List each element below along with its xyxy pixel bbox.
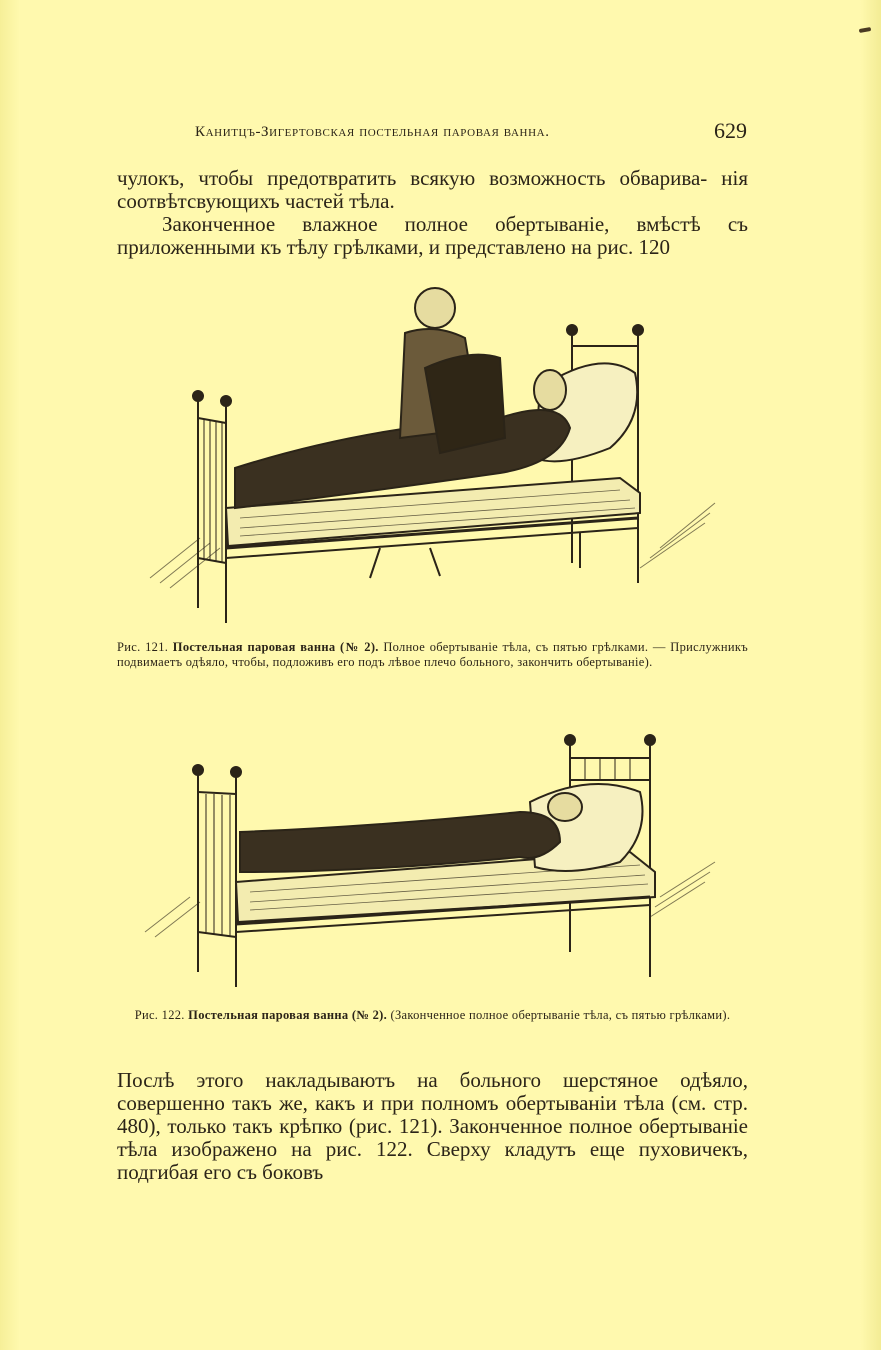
figure-121-label: Рис. 121.: [117, 640, 169, 654]
figure-121-illustration: [140, 278, 720, 633]
figure-122-title: Постельная паровая ванна (№ 2).: [188, 1008, 388, 1022]
figure-122-illustration: [140, 732, 720, 1002]
paragraph-2: Законченное влажное полное обертываніе, вмѣстѣ съ приложенными къ тѣлу грѣлками, и представлено на рис. 120: [117, 212, 748, 259]
running-header-title: Канитцъ-Зигертовская постельная паровая ванна.: [195, 124, 550, 140]
figure-121-text: Полное обертываніе тѣла, съ пятью грѣлками. — Прислужникъ подвимаетъ одѣяло, чтобы, подложивъ его подъ лѣвое плечо больного, закончить обертываніе).: [117, 640, 748, 669]
running-header: [195, 118, 747, 148]
figure-122-text: (Законченное полное обертываніе тѣла, съ пятью грѣлками).: [390, 1008, 731, 1022]
figure-121-caption: [117, 640, 748, 670]
figure-121-title: Постельная паровая ванна (№ 2).: [172, 640, 379, 654]
figure-122-label: Рис. 122.: [134, 1008, 185, 1022]
figure-122-caption: [117, 1008, 748, 1023]
ink-spot: [859, 27, 872, 33]
paragraph-3: Послѣ этого накладываютъ на больного шерстяное одѣяло, совершенно такъ же, какъ и при полномъ обертываніи тѣла (см. стр. 480), только такъ крѣпко (рис. 121). Законченное полное обертываніе тѣла изображено на рис. 122. Сверху кладутъ еще пуховичекъ, подгибая его съ боковъ: [117, 1068, 748, 1184]
paragraph-1: чулокъ, чтобы предотвратить всякую возможность обварива- нія соотвѣтсвующихъ частей тѣла.: [117, 166, 748, 213]
page-number: 629: [714, 118, 747, 143]
